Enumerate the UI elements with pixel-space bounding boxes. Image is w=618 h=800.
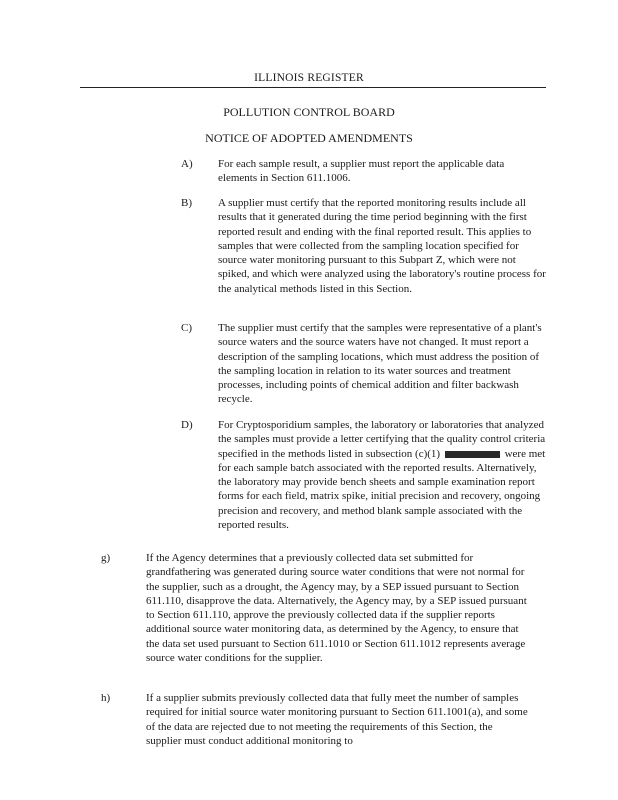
subitem-marker: D) [181, 419, 193, 431]
section-text: If the Agency determines that a previously collected data set submitted for grandfathering was generated during source water conditions that were not normal for the supplier, such as a drought, the Agency may, by a SEP issued pursuant to Section 611.110, disapprove the data. Alternatively, the Agency may, by a SEP issued pursuant to Section 611.110, approve the previously collected data if the supplier reports additional source water monitoring data, as determined by the Agency, to ensure that the data set used pursuant to Section 611.1010 or Section 611.1012 represents average source water conditions for the supplier. [146, 552, 527, 665]
subitem-marker: C) [181, 322, 192, 334]
subitem-text-before: For Cryptosporidium samples, the laboratory or laboratories that analyzed the samples must provide a letter certifying that the quality control criteria specified in the methods listed in subsection (c)(1) [218, 419, 546, 460]
subitem-marker: B) [181, 197, 192, 209]
section-marker: h) [101, 692, 111, 704]
subitem-text: For each sample result, a supplier must report the applicable data elements in Section 611.1006. [218, 158, 505, 185]
section-text: If a supplier submits previously collected data that fully meet the number of samples required for initial source water monitoring pursuant to Section 611.1001(a), and some of the data are rejected due to not meeting the requirements of this Section, the supplier must conduct additional monitoring to [146, 692, 528, 747]
register-title: ILLINOIS REGISTER [254, 72, 364, 84]
subitem-text: The supplier must certify that the samples were representative of a plant's source waters and the source waters have not changed. It must report a description of the sampling locations, which must address the position of the sampling location in relation to its water sources and treatment processes, including points of chemical addition and filter backwash recycle. [218, 322, 542, 406]
notice-title: NOTICE OF ADOPTED AMENDMENTS [205, 131, 413, 145]
header-rule [80, 87, 546, 88]
subitem-text-after: were met for each sample batch associated with the reported results. Alternatively, the laboratory may provide bench sheets and sample examination report forms for each field, matrix spike, initial precision and recovery, ongoing precision and recovery, and method blank sample associated with the reported results. [218, 447, 546, 532]
section-marker: g) [101, 552, 111, 564]
subitem-text [218, 418, 546, 532]
subitem-text: A supplier must certify that the reported monitoring results include all results that it generated during the time period beginning with the first reported result and ending with the final reported result. This applies to samples that were collected from the sampling location specified for source water monitoring pursuant to this Subpart Z, which were not spiked, and which were analyzed using the laboratory's routine process for the analytical methods listed in this Section. [218, 197, 546, 295]
board-title: POLLUTION CONTROL BOARD [223, 105, 395, 119]
subitem-marker: A) [181, 158, 193, 170]
redaction-mark [445, 451, 500, 458]
